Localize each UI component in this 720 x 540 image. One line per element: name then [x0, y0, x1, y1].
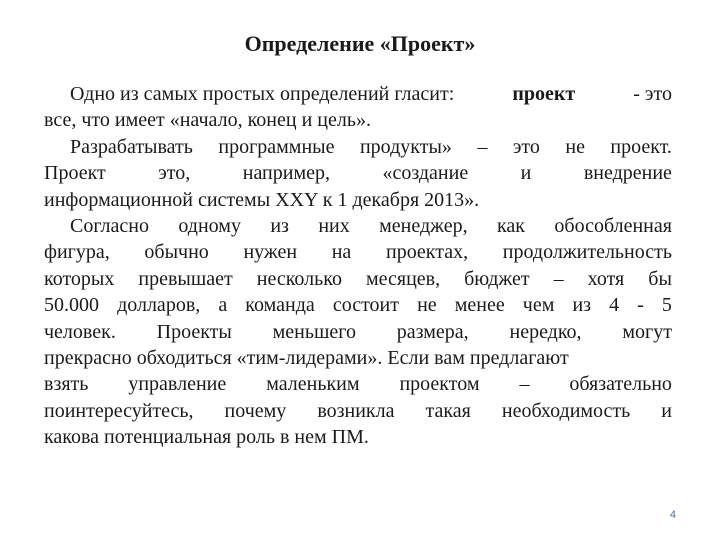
word: внедрение	[583, 162, 672, 185]
word: проект.	[610, 135, 672, 158]
text-line-6	[44, 213, 672, 239]
word: продолжительность	[502, 241, 672, 264]
word: а	[218, 294, 228, 317]
word: размера,	[396, 320, 469, 343]
text-line-9	[44, 292, 672, 318]
word: управление	[128, 373, 227, 396]
text-line-7	[44, 239, 672, 265]
word: обязательно	[569, 373, 672, 396]
word: и	[661, 399, 672, 422]
word: это,	[158, 162, 191, 185]
word: маленьким	[266, 373, 360, 396]
text-line-2: все, что имеет «начало, конец и цель».	[44, 109, 371, 132]
word: бы	[648, 267, 672, 290]
word: как	[496, 214, 525, 237]
word: которых	[44, 267, 115, 290]
word: них	[318, 214, 350, 237]
word: не	[417, 294, 437, 317]
word: это	[512, 135, 540, 158]
word: из	[270, 214, 289, 237]
word: человек.	[44, 320, 116, 343]
word: проектах,	[385, 241, 469, 264]
word: программные	[218, 135, 335, 158]
word: бюджет	[464, 267, 530, 290]
word: меньшего	[272, 320, 356, 343]
word: –	[519, 373, 530, 396]
word: команда	[245, 294, 315, 317]
word: фигура,	[44, 241, 110, 264]
word: поинтересуйтесь,	[44, 399, 194, 422]
word: обычно	[144, 241, 209, 264]
word: почему	[224, 399, 287, 422]
text-fragment: - это	[633, 83, 672, 105]
word: долларов,	[117, 294, 201, 317]
slide-title: Определение «Проект»	[244, 31, 476, 56]
word: чем	[522, 294, 555, 317]
word: продукты»	[359, 135, 452, 158]
word: проектом	[399, 373, 480, 396]
text-line-8	[44, 266, 672, 292]
text-fragment: Одно из самых простых определений гласит:	[70, 83, 455, 105]
word: состоит	[332, 294, 399, 317]
text-line-14: какова потенциальная роль в нем ПМ.	[44, 426, 369, 449]
word: возникла	[317, 399, 395, 422]
word: 4	[609, 294, 620, 317]
text-line-13	[44, 398, 672, 424]
word: из	[572, 294, 592, 317]
text-line-3	[44, 134, 672, 160]
word: не	[565, 135, 585, 158]
word: -	[637, 294, 644, 317]
word: Проекты	[156, 320, 232, 343]
word: и	[520, 162, 532, 185]
page-number: 4	[669, 509, 676, 521]
word: «создание	[382, 162, 469, 185]
word: менеджер,	[379, 214, 468, 237]
text-line-12	[44, 371, 672, 397]
word: нужен	[243, 241, 298, 264]
word: на	[331, 241, 352, 264]
word: например,	[242, 162, 330, 185]
word: превышает	[138, 267, 233, 290]
word: взять	[44, 373, 89, 396]
word: несколько	[256, 267, 342, 290]
word: необходимость	[501, 399, 631, 422]
word: –	[553, 267, 564, 290]
text-line-10	[44, 319, 672, 345]
word: Согласно	[70, 214, 149, 237]
word: менее	[454, 294, 505, 317]
word: такая	[425, 399, 471, 422]
word: 5	[661, 294, 672, 317]
word: –	[477, 135, 488, 158]
word: Проект	[44, 162, 106, 185]
text-line-4	[44, 160, 672, 186]
word: Разрабатывать	[70, 135, 193, 158]
word: хотя	[587, 267, 625, 290]
word: обособленная	[554, 214, 672, 237]
bold-term: проект	[512, 83, 576, 105]
word: 50.000	[44, 294, 99, 317]
text-line-11: прекрасно обходиться «тим-лидерами». Если вам предлагают	[44, 346, 569, 369]
text-line-1	[44, 81, 672, 107]
word: месяцев,	[365, 267, 441, 290]
word: могут	[622, 320, 672, 343]
body-text	[44, 81, 672, 450]
text-line-5: информационной системы XXY к 1 декабря 2013».	[44, 188, 480, 211]
word: одному	[178, 214, 241, 237]
word: нередко,	[509, 320, 582, 343]
